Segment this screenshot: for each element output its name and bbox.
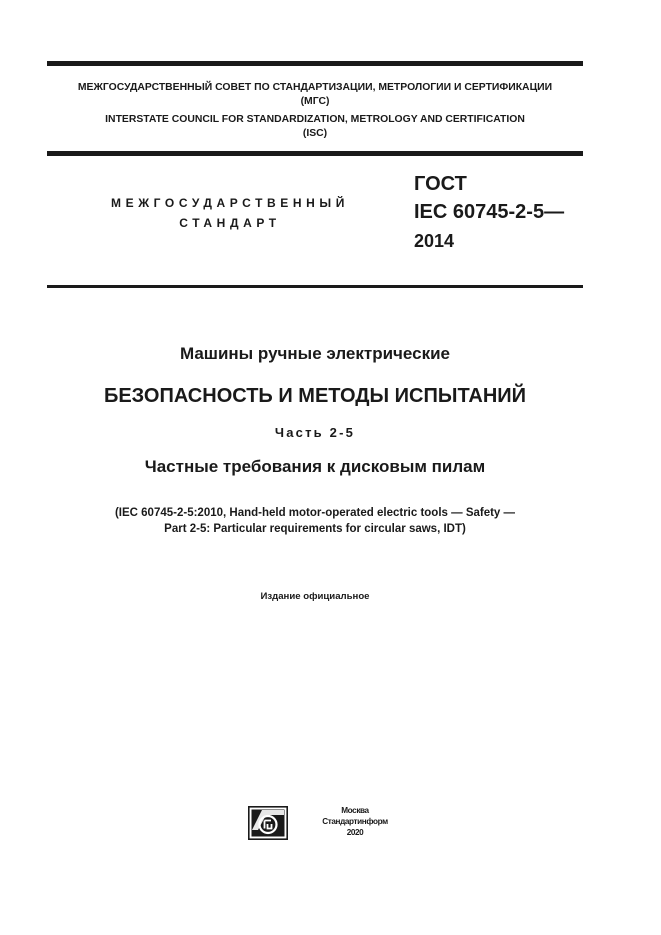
- title-line1: Машины ручные электрические: [179, 344, 451, 363]
- council-name-en: [47, 113, 583, 141]
- publisher-city: Москва: [341, 806, 369, 815]
- standard-type-line2: СТАНДАРТ: [179, 216, 281, 230]
- council-name-ru: [47, 81, 583, 109]
- standartinform-logo-icon: [248, 806, 288, 840]
- publisher-block: [300, 805, 410, 838]
- standard-type: [100, 193, 360, 233]
- standard-code: [414, 170, 564, 256]
- council-en-abbr: (ISC): [302, 128, 328, 139]
- title-line2: БЕЗОПАСНОСТЬ И МЕТОДЫ ИСПЫТАНИЙ: [103, 385, 527, 407]
- iec-reference: [47, 505, 583, 537]
- iec-reference-line2: Part 2-5: Particular requirements for circular saws, IDT): [164, 523, 466, 535]
- publisher-name: Стандартинформ: [322, 817, 388, 826]
- council-ru-abbr: (МГС): [300, 96, 330, 107]
- header-rule: [47, 151, 583, 156]
- top-rule: [47, 61, 583, 66]
- standard-type-line1: МЕЖГОСУДАРСТВЕННЫЙ: [111, 196, 349, 210]
- edition-label: Издание официальное: [260, 591, 370, 602]
- title-part: Часть 2-5: [274, 425, 356, 440]
- council-ru-line1: МЕЖГОСУДАРСТВЕННЫЙ СОВЕТ ПО СТАНДАРТИЗАЦИИ, МЕТРОЛОГИИ И СЕРТИФИКАЦИИ: [77, 82, 553, 93]
- standard-code-year: 2014: [414, 231, 455, 251]
- standard-rule: [47, 285, 583, 288]
- title-line3: Частные требования к дисковым пилам: [144, 457, 486, 476]
- iec-reference-line1: (IEC 60745-2-5:2010, Hand-held motor-operated electric tools — Safety —: [114, 507, 516, 519]
- standard-code-line1: ГОСТ: [414, 173, 467, 195]
- publisher-year: 2020: [346, 828, 364, 837]
- council-en-line1: INTERSTATE COUNCIL FOR STANDARDIZATION, METROLOGY AND CERTIFICATION: [105, 114, 525, 125]
- standard-code-line2: IEC 60745-2-5—: [414, 201, 565, 223]
